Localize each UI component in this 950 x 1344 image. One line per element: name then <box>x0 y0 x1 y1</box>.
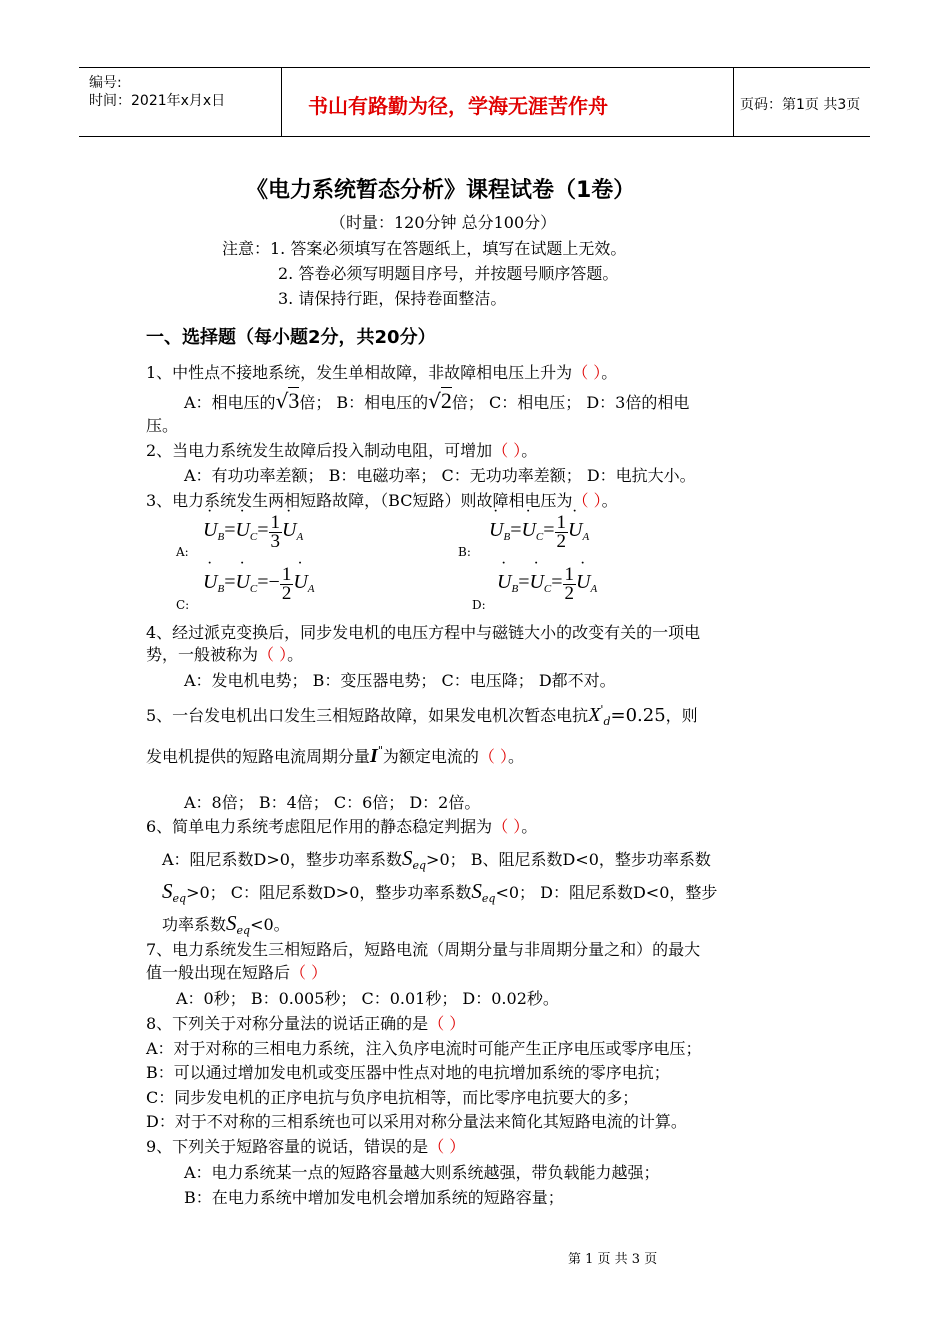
reactance-value: =0.25 <box>610 705 666 726</box>
frac-den: 2 <box>281 583 292 604</box>
frac-den: 2 <box>564 583 575 604</box>
q4-line1: 4、经过派克变换后，同步发电机的电压方程中与磁链大小的改变有关的一项电 <box>146 623 701 642</box>
q1-root2: 2 <box>440 388 452 413</box>
q7-stem: 值一般出现在短路后 <box>146 963 291 982</box>
q5-stem3: 为额定电流的 <box>382 747 479 766</box>
q8-option-a: A：对于对称的三相电力系统，注入负序电流时可能产生正序电压或零序电压； <box>146 1039 702 1058</box>
u-a: · U <box>576 571 590 594</box>
sqrt-symbol: √ <box>275 389 289 413</box>
q5-stem2: 发电机提供的短路电流周期分量 <box>146 747 371 766</box>
x-prime: ' <box>600 703 604 716</box>
q6-line-b <box>162 879 717 905</box>
q3-label-d: D: <box>472 598 486 612</box>
q6-end: 。 <box>521 817 538 836</box>
q2-options: A：有功功率差额； B：电磁功率； C：无功功率差额； D：电抗大小。 <box>184 466 696 485</box>
eq-sign: = <box>543 519 555 542</box>
eq-sign: = <box>257 519 269 542</box>
q8-option-b: B：可以通过增加发电机或变压器中性点对地的电抗增加系统的零序电抗； <box>146 1063 670 1082</box>
u-c: · U <box>521 519 535 542</box>
i-double-prime: " <box>377 744 383 757</box>
sub-eq: eq <box>172 892 187 905</box>
eq-sign: = <box>224 571 236 594</box>
q1-wrap: 压。 <box>146 416 179 435</box>
q2-stem: 2、当电力系统发生故障后投入制动电阻，可增加 <box>146 441 493 460</box>
header-page-cell <box>734 68 870 136</box>
q7-line2 <box>146 960 327 983</box>
q3-option-a-formula <box>203 514 303 551</box>
eq-sign: = <box>551 571 563 594</box>
u-c: · U <box>235 519 249 542</box>
u-c: · U <box>529 571 543 594</box>
sub-c: C <box>543 583 552 596</box>
frac-num: 1 <box>270 512 281 533</box>
q2-end: 。 <box>521 441 538 460</box>
q5-end: 。 <box>507 747 524 766</box>
q3-option-b-formula <box>489 514 589 551</box>
q3-blank: （ ） <box>572 491 602 510</box>
q9-stem: 9、下列关于短路容量的说话，错误的是 <box>146 1137 429 1156</box>
sub-c: C <box>249 583 258 596</box>
page-footer: 第 1 页 共 3 页 <box>568 1252 658 1267</box>
q6-blank: （ ） <box>492 817 522 836</box>
fraction <box>555 514 569 551</box>
u-b: · U <box>497 571 511 594</box>
u-c: · U <box>235 571 249 594</box>
q3-label-b: B: <box>458 545 471 559</box>
u-a: · U <box>293 571 307 594</box>
number-label: 编号: <box>89 75 122 91</box>
q6-line-a <box>162 846 711 872</box>
sub-b: B <box>217 531 225 544</box>
q3-end: 。 <box>601 491 618 510</box>
x-symbol: X <box>588 704 601 726</box>
fraction <box>269 514 283 551</box>
time-label: 时间：2021年x月x日 <box>89 93 226 109</box>
q3-option-c-formula <box>203 566 315 603</box>
q1-options <box>184 388 689 414</box>
q2-blank: （ ） <box>492 441 522 460</box>
q2-stem-line <box>146 438 537 461</box>
q9-blank: （ ） <box>428 1137 466 1156</box>
q6-stem-line <box>146 814 537 837</box>
page-info: 页码：第1页 共3页 <box>740 97 861 113</box>
sub-eq: eq <box>236 924 251 937</box>
sub-a: A <box>296 531 304 544</box>
sub-b: B <box>217 583 225 596</box>
q1-opt-cd: 倍； C：相电压； D：3倍的相电 <box>451 393 690 412</box>
q6-opt-d-cont: 功率系数 <box>162 915 227 934</box>
q4-options: A：发电机电势； B：变压器电势； C：电压降； D都不对。 <box>184 671 616 690</box>
q1-stem: 1、中性点不接地系统，发生单相故障，非故障相电压上升为 <box>146 363 573 382</box>
q6-end: <0。 <box>250 915 290 934</box>
q5-then: ，则 <box>665 706 698 725</box>
sub-eq: eq <box>481 892 496 905</box>
frac-num: 1 <box>564 564 575 585</box>
sub-b: B <box>503 531 511 544</box>
eq-sign: = <box>518 571 530 594</box>
q8-option-c: C：同步发电机的正序电抗与负序电抗相等，而比零序电抗要大的多； <box>146 1088 639 1107</box>
u-b: · U <box>203 571 217 594</box>
fraction <box>280 566 294 603</box>
eq-sign: = <box>257 571 269 594</box>
header-meta-cell <box>79 68 281 136</box>
sub-a: A <box>307 583 315 596</box>
u-a: · U <box>568 519 582 542</box>
q9-option-a: A：电力系统某一点的短路容量越大则系统越强，带负载能力越强； <box>184 1163 660 1182</box>
q9-stem-line <box>146 1134 465 1157</box>
q4-line2 <box>146 642 303 665</box>
eq-sign: = <box>224 519 236 542</box>
q4-end: 。 <box>287 645 304 664</box>
q8-stem: 8、下列关于对称分量法的说话正确的是 <box>146 1014 429 1033</box>
q1-stem-line <box>146 360 617 383</box>
s-symbol: S <box>471 879 482 903</box>
exam-title: 《电力系统暂态分析》课程试卷（1卷） <box>246 178 636 203</box>
q1-blank: （ ） <box>572 363 602 382</box>
q1-opt-a: A：相电压的 <box>184 393 276 412</box>
document-header <box>79 67 870 137</box>
s-symbol: S <box>226 911 237 935</box>
q6-opt-d: <0； D：阻尼系数D<0，整步 <box>495 883 718 902</box>
q6-stem: 6、简单电力系统考虑阻尼作用的静态稳定判据为 <box>146 817 493 836</box>
q6-line-c <box>162 911 290 937</box>
q1-end: 。 <box>601 363 618 382</box>
q6-opt-c: >0； C：阻尼系数D>0，整步功率系数 <box>186 883 472 902</box>
u-b: · U <box>203 519 217 542</box>
note-2: 2. 答卷必须写明题目序号，并按题号顺序答题。 <box>278 264 619 283</box>
q5-stem: 5、一台发电机出口发生三相短路故障，如果发电机次暂态电抗 <box>146 706 589 725</box>
header-motto-cell <box>281 68 734 136</box>
frac-den: 2 <box>556 531 567 552</box>
i-symbol: I <box>370 745 378 767</box>
sub-a: A <box>590 583 598 596</box>
frac-num: 1 <box>281 564 292 585</box>
q3-stem-line <box>146 488 618 511</box>
eq-sign: = <box>510 519 522 542</box>
sub-a: A <box>582 531 590 544</box>
s-symbol: S <box>401 846 413 870</box>
q4-blank: （ ） <box>258 645 288 664</box>
note-3: 3. 请保持行距，保持卷面整洁。 <box>278 289 507 308</box>
q3-stem: 3、电力系统发生两相短路故障，（BC短路）则故障相电压为 <box>146 491 573 510</box>
q5-blank: （ ） <box>478 747 508 766</box>
q1-opt-b: 倍； B：相电压的 <box>299 393 429 412</box>
u-a: · U <box>282 519 296 542</box>
q8-stem-line <box>146 1011 465 1034</box>
q3-option-d-formula <box>497 566 597 603</box>
q5-line1 <box>146 703 698 728</box>
q7-blank: （ ） <box>290 963 328 982</box>
q5-options: A：8倍； B：4倍； C：6倍； D：2倍。 <box>184 793 481 812</box>
q8-blank: （ ） <box>428 1014 466 1033</box>
note-1: 注意：1. 答案必须填写在答题纸上，填写在试题上无效。 <box>222 239 627 258</box>
fraction <box>563 566 577 603</box>
minus-sign: − <box>268 571 280 594</box>
sub-d: d <box>603 715 611 728</box>
s-symbol: S <box>162 879 173 903</box>
q6-opt-b: >0； B、阻尼系数D<0，整步功率系数 <box>426 850 711 869</box>
section-heading: 一、选择题（每小题2分，共20分） <box>146 327 436 348</box>
sub-c: C <box>249 531 258 544</box>
q7-options: A：0秒； B：0.005秒； C：0.01秒； D：0.02秒。 <box>176 989 559 1008</box>
frac-num: 1 <box>556 512 567 533</box>
u-b: · U <box>489 519 503 542</box>
q4-stem: 势，一般被称为 <box>146 645 259 664</box>
frac-den: 3 <box>270 531 281 552</box>
q1-root3: 3 <box>288 388 300 413</box>
q3-label-c: C: <box>176 598 190 612</box>
sqrt-symbol: √ <box>428 389 441 413</box>
exam-meta: （时量：120分钟 总分100分） <box>330 213 557 232</box>
motto: 书山有路勤为径，学海无涯苦作舟 <box>308 94 608 118</box>
q7-line1: 7、电力系统发生三相短路后，短路电流（周期分量与非周期分量之和）的最大 <box>146 940 701 959</box>
q6-opt-a: A：阻尼系数D>0，整步功率系数 <box>162 850 402 869</box>
sub-eq: eq <box>412 859 427 872</box>
q8-option-d: D：对于不对称的三相系统也可以采用对称分量法来简化其短路电流的计算。 <box>146 1112 687 1131</box>
sub-c: C <box>535 531 544 544</box>
sub-b: B <box>511 583 519 596</box>
q3-label-a: A: <box>176 545 189 559</box>
q5-line2 <box>146 744 524 768</box>
q9-option-b: B：在电力系统中增加发电机会增加系统的短路容量； <box>184 1188 564 1207</box>
